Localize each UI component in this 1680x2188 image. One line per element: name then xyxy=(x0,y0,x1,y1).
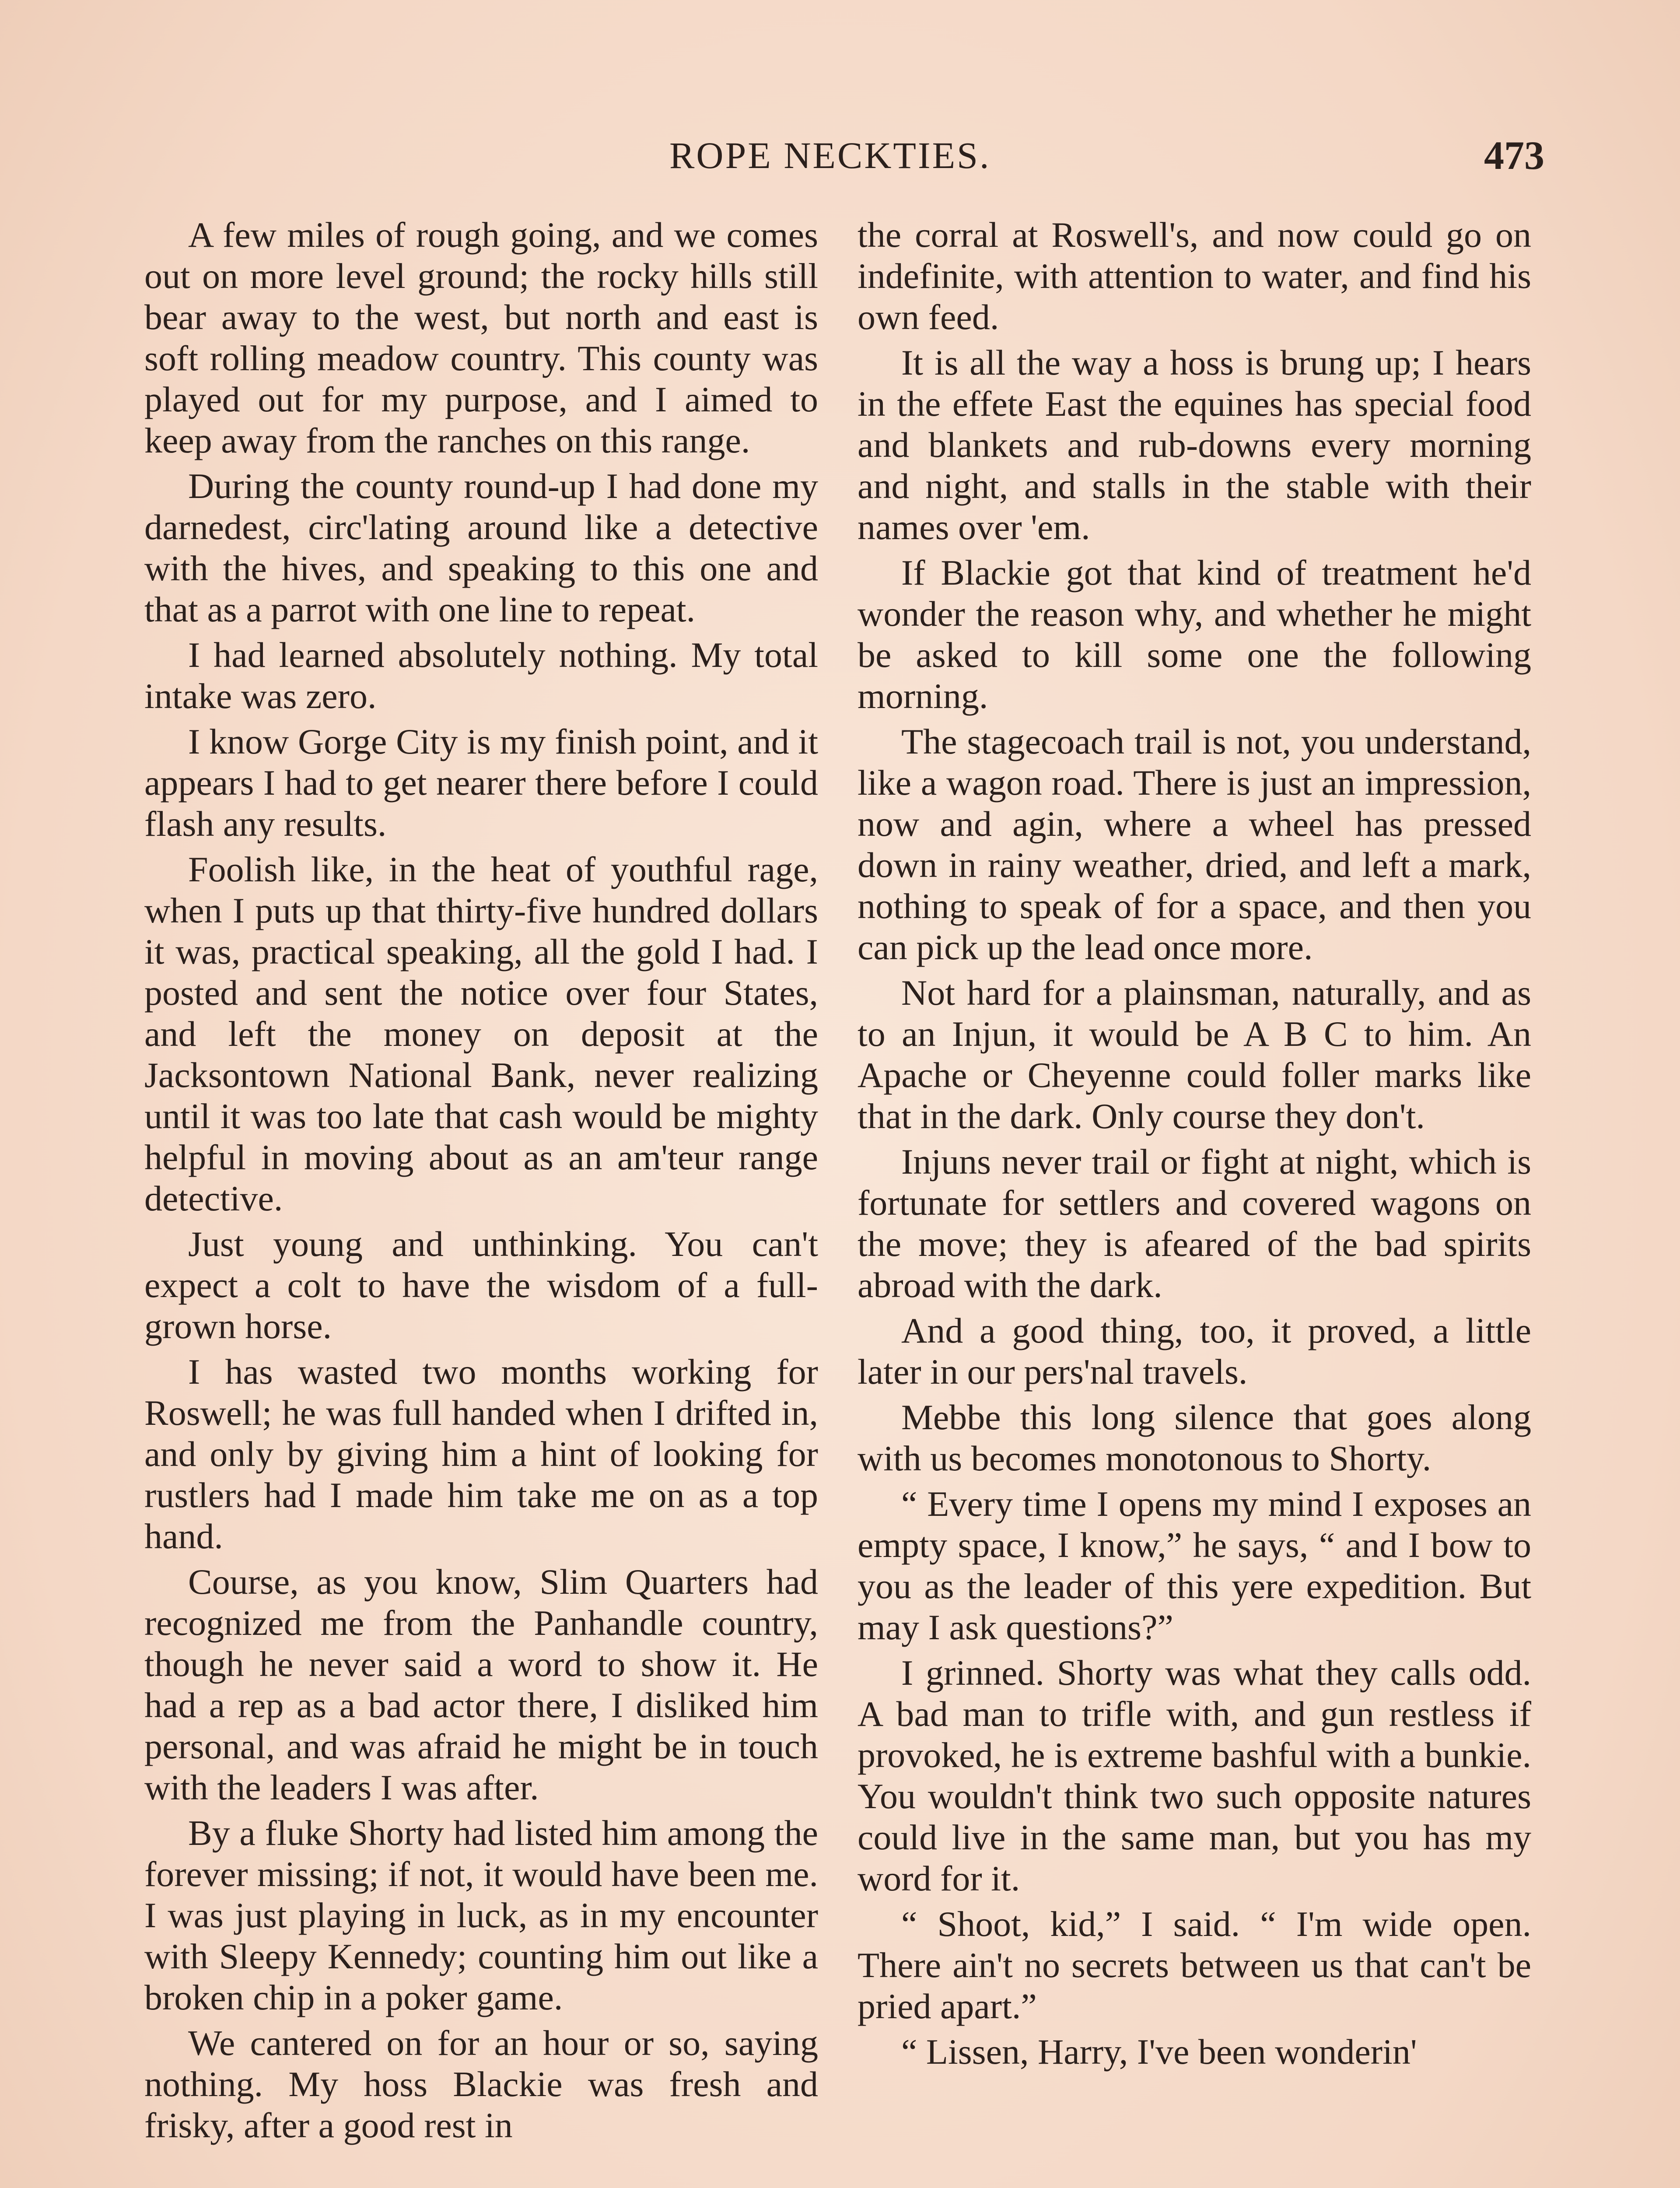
left-column xyxy=(144,214,818,2150)
paragraph: By a fluke Shorty had listed him among the forever missing; if not, it would have been me. I was just playing in luck, as in my encounter with Sleepy Kennedy; counting him out like a broken chip in a poker game. xyxy=(144,1813,818,2017)
paragraph: Just young and unthinking. You can't expect a colt to have the wisdom of a full-grown horse. xyxy=(144,1224,818,1346)
paragraph: Injuns never trail or fight at night, which is fortunate for settlers and covered wagons on the move; they is afeared of the bad spirits abroad with the dark. xyxy=(858,1142,1531,1305)
paragraph: We cantered on for an hour or so, saying nothing. My hoss Blackie was fresh and frisky, after a good rest in xyxy=(144,2023,818,2145)
paragraph: “ Lissen, Harry, I've been wonderin' xyxy=(901,2032,1417,2072)
paragraph: If Blackie got that kind of treatment he'd wonder the reason why, and whether he might be asked to kill some one the following morning. xyxy=(858,553,1531,716)
paragraph: I had learned absolutely nothing. My total intake was zero. xyxy=(144,635,818,716)
paragraph: It is all the way a hoss is brung up; I hears in the effete East the equines has special food and blankets and rub-downs every morning and night, and stalls in the stable with their names over 'em. xyxy=(858,343,1531,547)
paragraph: And a good thing, too, it proved, a little later in our pers'nal travels. xyxy=(858,1311,1531,1392)
paragraph: “ Shoot, kid,” I said. “ I'm wide open. There ain't no secrets between us that can't be pried apart.” xyxy=(858,1904,1531,2026)
paragraph: I has wasted two months working for Roswell; he was full handed when I drifted in, and only by giving him a hint of looking for rustlers had I made him take me on as a top hand. xyxy=(144,1352,818,1556)
paragraph: During the county round-up I had done my darnedest, circ'lating around like a detective with the hives, and speaking to this one and that as a parrot with one line to repeat. xyxy=(144,466,818,629)
paragraph: “ Every time I opens my mind I exposes an empty space, I know,” he says, “ and I bow to you as the leader of this yere expedition. But may I ask questions?” xyxy=(858,1484,1531,1647)
paragraph: The stagecoach trail is not, you understand, like a wagon road. There is just an impression, now and agin, where a wheel has pressed down in rainy weather, dried, and left a mark, nothing to speak of for a space, and then you can pick up the lead once more. xyxy=(858,722,1531,967)
paragraph: A few miles of rough going, and we comes out on more level ground; the rocky hills still bear away to the west, but north and east is soft rolling meadow country. This county was played out for my purpose, and I aimed to keep away from the ranches on this range. xyxy=(144,215,818,460)
right-column xyxy=(858,214,1531,2077)
running-head: ROPE NECKTIES. xyxy=(669,134,991,176)
paragraph: Foolish like, in the heat of youthful rage, when I puts up that thirty-five hundred dollars it was, practical speaking, all the gold I had. I posted and sent the notice over four States, and left the money on deposit at the Jacksontown National Bank, never realizing until it was too late that cash would be mighty helpful in moving about as an am'teur range detective. xyxy=(144,849,818,1218)
paragraph: the corral at Roswell's, and now could go on indefinite, with attention to water, and find his own feed. xyxy=(858,215,1531,337)
paragraph: Mebbe this long silence that goes along with us becomes monotonous to Shorty. xyxy=(858,1397,1531,1478)
paragraph: I grinned. Shorty was what they calls odd. A bad man to trifle with, and gun restless if provoked, he is extreme bashful with a bunkie. You wouldn't think two such opposite natures could live in the same man, but you has my word for it. xyxy=(858,1653,1531,1898)
paragraph: I know Gorge City is my finish point, and it appears I had to get nearer there before I could flash any results. xyxy=(144,722,818,844)
page-number: 473 xyxy=(1484,133,1544,178)
paragraph: Course, as you know, Slim Quarters had recognized me from the Panhandle country, though he never said a word to show it. He had a rep as a bad actor there, I disliked him personal, and was afraid he might be in touch with the leaders I was after. xyxy=(144,1562,818,1807)
paragraph: Not hard for a plainsman, naturally, and as to an Injun, it would be A B C to him. An Apache or Cheyenne could foller marks like that in the dark. Only course they don't. xyxy=(858,973,1531,1136)
page-header xyxy=(144,131,1544,188)
